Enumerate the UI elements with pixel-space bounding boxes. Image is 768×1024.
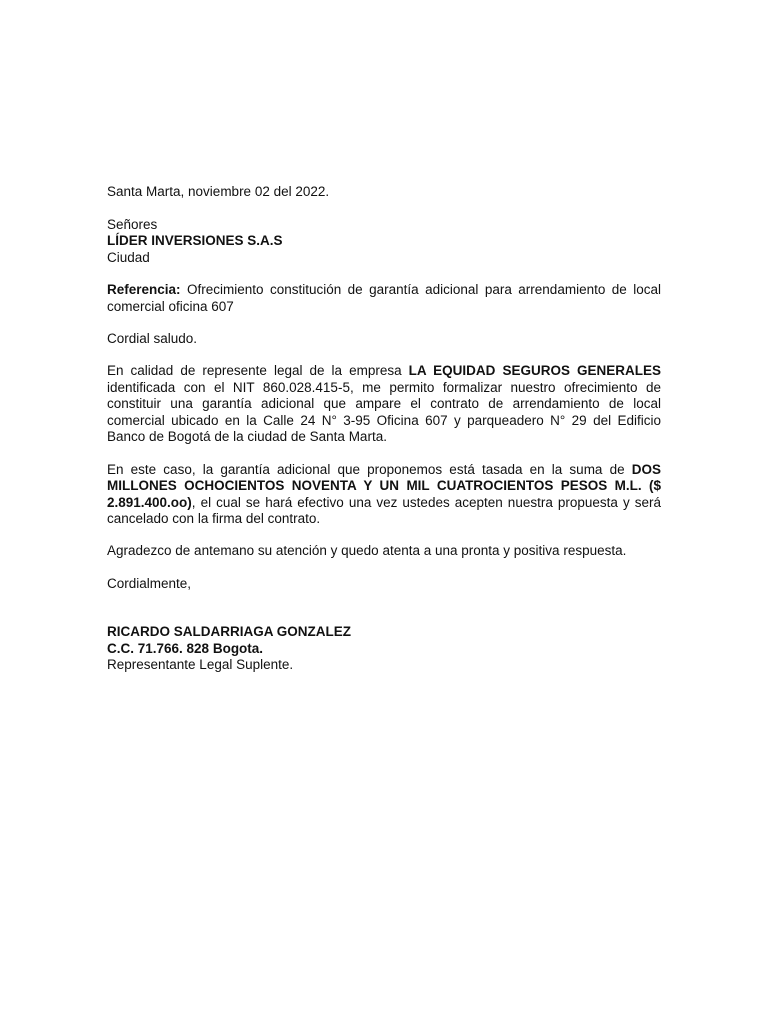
reference-text: Ofrecimiento constitución de garantía adicional para arrendamiento de local comercial oficina 607 [107, 281, 661, 314]
paragraph-2-after: , el cual se hará efectivo una vez ustedes acepten nuestra propuesta y será cancelado con la firma del contrato. [107, 494, 661, 527]
greeting: Cordial saludo. [107, 330, 198, 346]
recipient-block [107, 217, 661, 267]
paragraph-1-after: identificada con el NIT 860.028.415-5, me permito formalizar nuestro ofrecimiento de constituir una garantía adicional que ampare el contrato de arrendamiento de local comercial ubicado en la Calle 24 N° 3-95 Oficina 607 y parqueadero N° 29 del Edificio Banco de Bogotá de la ciudad de Santa Marta. [107, 379, 661, 445]
recipient-salutation: Señores [107, 216, 158, 232]
letter-body [107, 184, 661, 674]
reference-line [107, 282, 661, 315]
reference-label: Referencia: [107, 281, 181, 297]
recipient-city: Ciudad [107, 249, 150, 265]
signature-block [107, 624, 661, 674]
paragraph-2-amount: DOS MILLONES OCHOCIENTOS NOVENTA Y UN MIL CUATROCIENTOS PESOS M.L. ($ 2.891.400.oo) [107, 461, 661, 510]
paragraph-3: Agradezco de antemano su atención y quedo atenta a una pronta y positiva respuesta. [107, 543, 627, 559]
date-line: Santa Marta, noviembre 02 del 2022. [107, 184, 330, 199]
closing: Cordialmente, [107, 575, 192, 591]
signature-name: RICARDO SALDARRIAGA GONZALEZ [107, 624, 351, 640]
paragraph-2-before: En este caso, la garantía adicional que proponemos está tasada en la suma de [107, 461, 632, 477]
signature-id: C.C. 71.766. 828 Bogota. [107, 640, 264, 656]
paragraph-1-company: LA EQUIDAD SEGUROS GENERALES [408, 362, 661, 378]
paragraph-1-before: En calidad de represente legal de la empresa [107, 362, 409, 378]
paragraph-1 [107, 363, 661, 446]
recipient-company: LÍDER INVERSIONES S.A.S [107, 233, 283, 249]
paragraph-2 [107, 462, 661, 528]
signature-title: Representante Legal Suplente. [107, 657, 294, 673]
